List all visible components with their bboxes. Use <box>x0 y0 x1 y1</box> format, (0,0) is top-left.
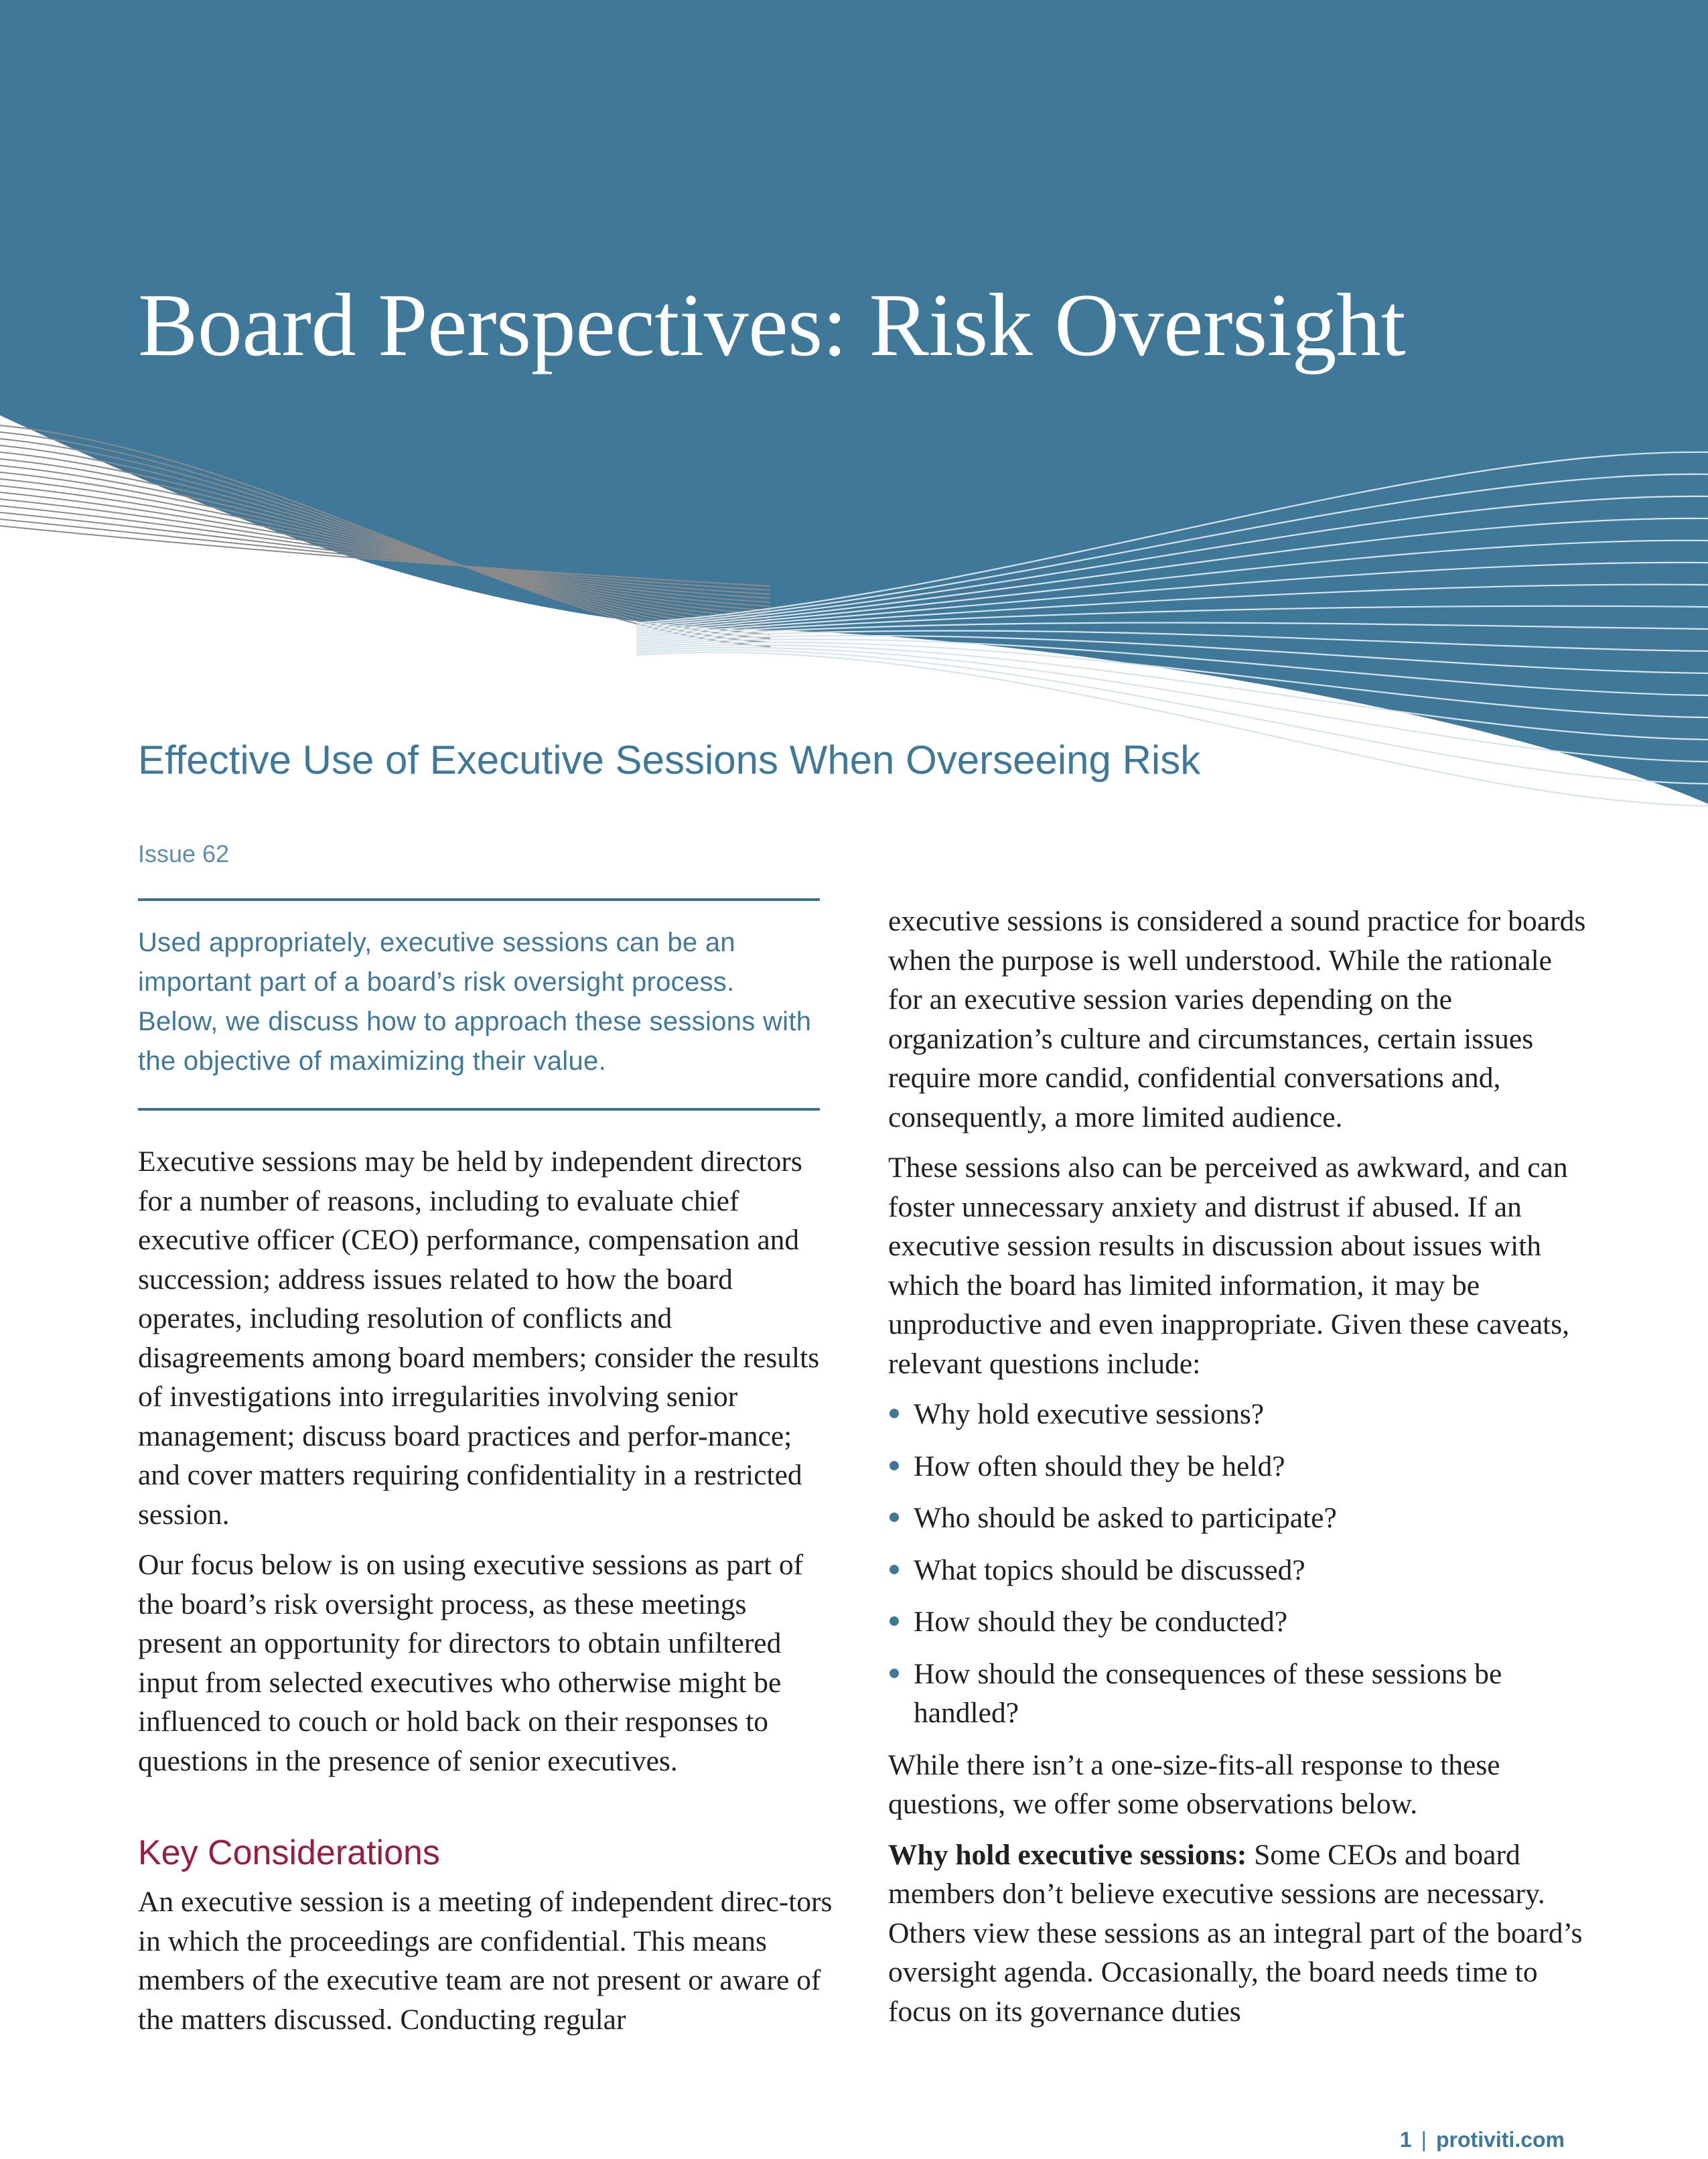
paragraph-text: Some CEOs and board members don’t believe executive sessions are necessary. Others view these sessions as an integral part of the board’s oversight agenda. Occasionally, the board needs time to focus on its governance duties <box>888 1838 1583 2028</box>
section-heading: Key Considerations <box>138 1833 440 1872</box>
paragraph-lead-label: Why hold executive sessions: <box>888 1838 1247 1871</box>
page-title: Board Perspectives: Risk Oversight <box>138 275 1406 374</box>
pullquote-top-rule <box>138 898 820 901</box>
left-column <box>138 1142 835 2050</box>
bullet-icon <box>889 1669 899 1678</box>
bullet-icon <box>889 1616 899 1626</box>
list-item: How should the consequences of these sessions be handled? <box>888 1655 1591 1733</box>
body-paragraph <box>888 1835 1591 2032</box>
page-number: 1 <box>1399 2128 1412 2152</box>
bullet-icon <box>889 1409 899 1418</box>
body-paragraph: An executive session is a meeting of independent direc-tors in which the proceedings are confidential. This means members of the executive team are not present or aware of the matters discussed. Conducting regular <box>138 1886 833 2036</box>
questions-list <box>888 1395 1591 1733</box>
list-item: What topics should be discussed? <box>888 1551 1591 1590</box>
pullquote: Used appropriately, executive sessions can be an important part of a board’s risk oversight process. Below, we discuss how to approach these sessions with the objective of maximizing their value. <box>138 928 812 1076</box>
footer-link[interactable]: protiviti.com <box>1435 2128 1565 2152</box>
document-subtitle: Effective Use of Executive Sessions When Overseeing Risk <box>138 738 1201 782</box>
list-item: Who should be asked to participate? <box>888 1499 1591 1538</box>
list-item: Why hold executive sessions? <box>888 1395 1591 1434</box>
body-paragraph: Executive sessions may be held by independent directors for a number of reasons, including to evaluate chief executive officer (CEO) performance, compensation and succession; address issues related to how the board operates, including resolution of conflicts and disagreements among board members; consider the results of investigations into irregularities involving senior management; discuss board practices and perfor-mance; and cover matters requiring confidentiality in a restricted session. <box>138 1145 820 1531</box>
banner-background <box>0 0 1708 804</box>
right-column <box>888 902 1591 2042</box>
pullquote-bottom-rule <box>138 1108 820 1111</box>
body-paragraph: executive sessions is considered a sound practice for boards when the purpose is well understood. While the rationale for an executive session varies depending on the organization’s culture and circumstances, certain issues require more candid, confidential conversations and, consequently, a more limited audience. <box>888 905 1586 1133</box>
list-item: How often should they be held? <box>888 1447 1591 1486</box>
body-paragraph: Our focus below is on using executive sessions as part of the board’s risk oversight process, as these meetings present an opportunity for directors to obtain unfiltered input from selected executives who otherwise might be influenced to couch or hold back on their responses to questions in the presence of senior executives. <box>138 1549 804 1777</box>
bullet-icon <box>889 1461 899 1470</box>
bullet-icon <box>889 1513 899 1522</box>
issue-number: Issue 62 <box>138 840 230 867</box>
page-footer <box>1400 2128 1565 2152</box>
bullet-icon <box>889 1565 899 1574</box>
header-banner <box>0 0 1708 817</box>
body-paragraph: While there isn’t a one-size-fits-all response to these questions, we offer some observations below. <box>888 1748 1500 1820</box>
footer-separator: | <box>1421 2128 1427 2152</box>
list-item: How should they be conducted? <box>888 1602 1591 1642</box>
body-paragraph: These sessions also can be perceived as awkward, and can foster unnecessary anxiety and distrust if abused. If an executive session results in discussion about issues with which the board has limited information, it may be unproductive and even inappropriate. Given these caveats, relevant questions include: <box>888 1152 1570 1380</box>
